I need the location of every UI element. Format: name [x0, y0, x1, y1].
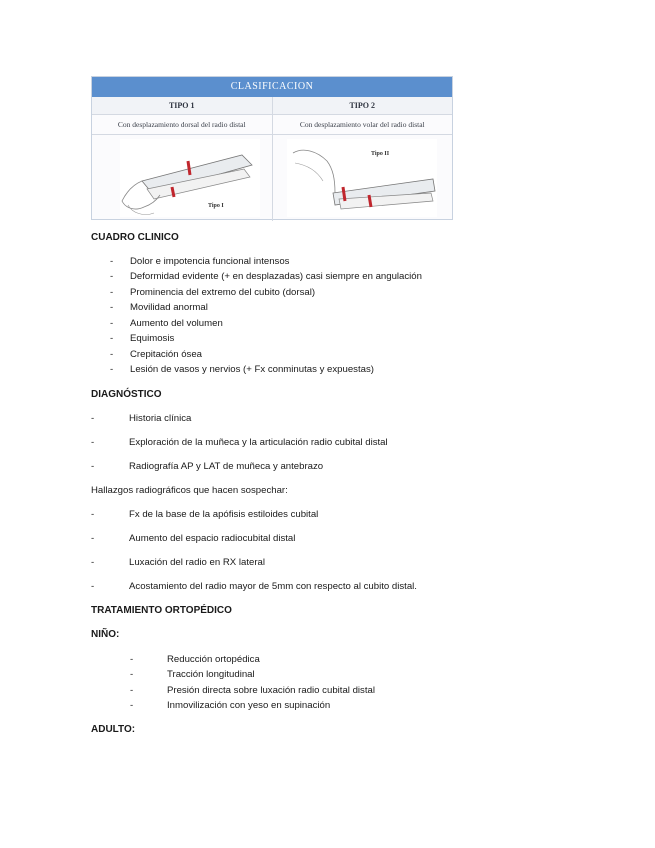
- classification-table: [91, 76, 453, 220]
- bullet-dash: -: [91, 437, 95, 448]
- list-item-text: Deformidad evidente (+ en desplazadas) casi siempre en angulación: [130, 271, 422, 282]
- list-item-text: Presión directa sobre luxación radio cubital distal: [167, 685, 375, 696]
- bullet-dash: -: [110, 364, 114, 375]
- bullet-dash: -: [130, 669, 134, 680]
- cuadro-clinico-heading: CUADRO CLINICO: [91, 232, 179, 243]
- classification-image-row: [92, 135, 452, 221]
- type1-image-label: Tipo I: [208, 203, 224, 209]
- list-item-text: Radiografía AP y LAT de muñeca y antebrazo: [129, 461, 324, 472]
- list-item-text: Crepitación ósea: [130, 349, 202, 360]
- list-item-text: Tracción longitudinal: [167, 669, 255, 680]
- bullet-dash: -: [130, 654, 134, 665]
- type2-description: Con desplazamiento volar del radio distal: [299, 120, 425, 129]
- bullet-dash: -: [110, 302, 114, 313]
- list-item-text: Lesión de vasos y nervios (+ Fx conminutas y expuestas): [130, 364, 374, 375]
- bullet-dash: -: [91, 557, 95, 568]
- list-item-text: Prominencia del extremo del cubito (dorsal): [130, 287, 316, 298]
- diagnostico-heading: DIAGNÓSTICO: [91, 389, 162, 400]
- type1-description: Con desplazamiento dorsal del radio distal: [92, 115, 273, 134]
- list-item-text: Fx de la base de la apófisis estiloides cubital: [129, 509, 319, 520]
- bullet-dash: -: [110, 287, 114, 298]
- bullet-dash: -: [91, 533, 95, 544]
- bullet-dash: -: [91, 413, 95, 424]
- type2-image-label: Tipo II: [370, 151, 389, 157]
- list-item-text: Reducción ortopédica: [167, 654, 260, 665]
- bullet-dash: -: [91, 581, 95, 592]
- type2-illustration: [273, 135, 453, 221]
- adulto-label: ADULTO:: [91, 724, 136, 735]
- hallazgos-label: Hallazgos radiográficos que hacen sospechar:: [91, 485, 288, 496]
- bullet-dash: -: [91, 461, 95, 472]
- list-item-text: Aumento del volumen: [130, 318, 223, 329]
- list-item-text: Acostamiento del radio mayor de 5mm con respecto al cubito distal.: [129, 581, 417, 592]
- classification-desc-row: [92, 115, 452, 135]
- type1-header: TIPO 1: [92, 97, 273, 114]
- list-item-text: Historia clínica: [129, 413, 192, 424]
- list-item-text: Exploración de la muñeca y la articulación radio cubital distal: [129, 437, 388, 448]
- classification-type-row: [92, 97, 452, 115]
- list-item-text: Luxación del radio en RX lateral: [129, 557, 265, 568]
- bullet-dash: -: [110, 333, 114, 344]
- bullet-dash: -: [110, 256, 114, 267]
- bullet-dash: -: [91, 509, 95, 520]
- bullet-dash: -: [110, 271, 114, 282]
- nino-label: NIÑO:: [91, 629, 120, 640]
- bullet-dash: -: [130, 700, 134, 711]
- bullet-dash: -: [130, 685, 134, 696]
- list-item-text: Dolor e impotencia funcional intensos: [130, 256, 290, 267]
- list-item-text: Equimosis: [130, 333, 175, 344]
- list-item-text: Movilidad anormal: [130, 302, 208, 313]
- bullet-dash: -: [110, 318, 114, 329]
- type2-header: TIPO 2: [349, 101, 376, 110]
- type1-illustration: [92, 135, 273, 221]
- bullet-dash: -: [110, 349, 114, 360]
- list-item-text: Aumento del espacio radiocubital distal: [129, 533, 296, 544]
- tratamiento-heading: TRATAMIENTO ORTOPÉDICO: [91, 605, 232, 616]
- classification-title: CLASIFICACION: [92, 77, 452, 97]
- list-item-text: Inmovilización con yeso en supinación: [167, 700, 331, 711]
